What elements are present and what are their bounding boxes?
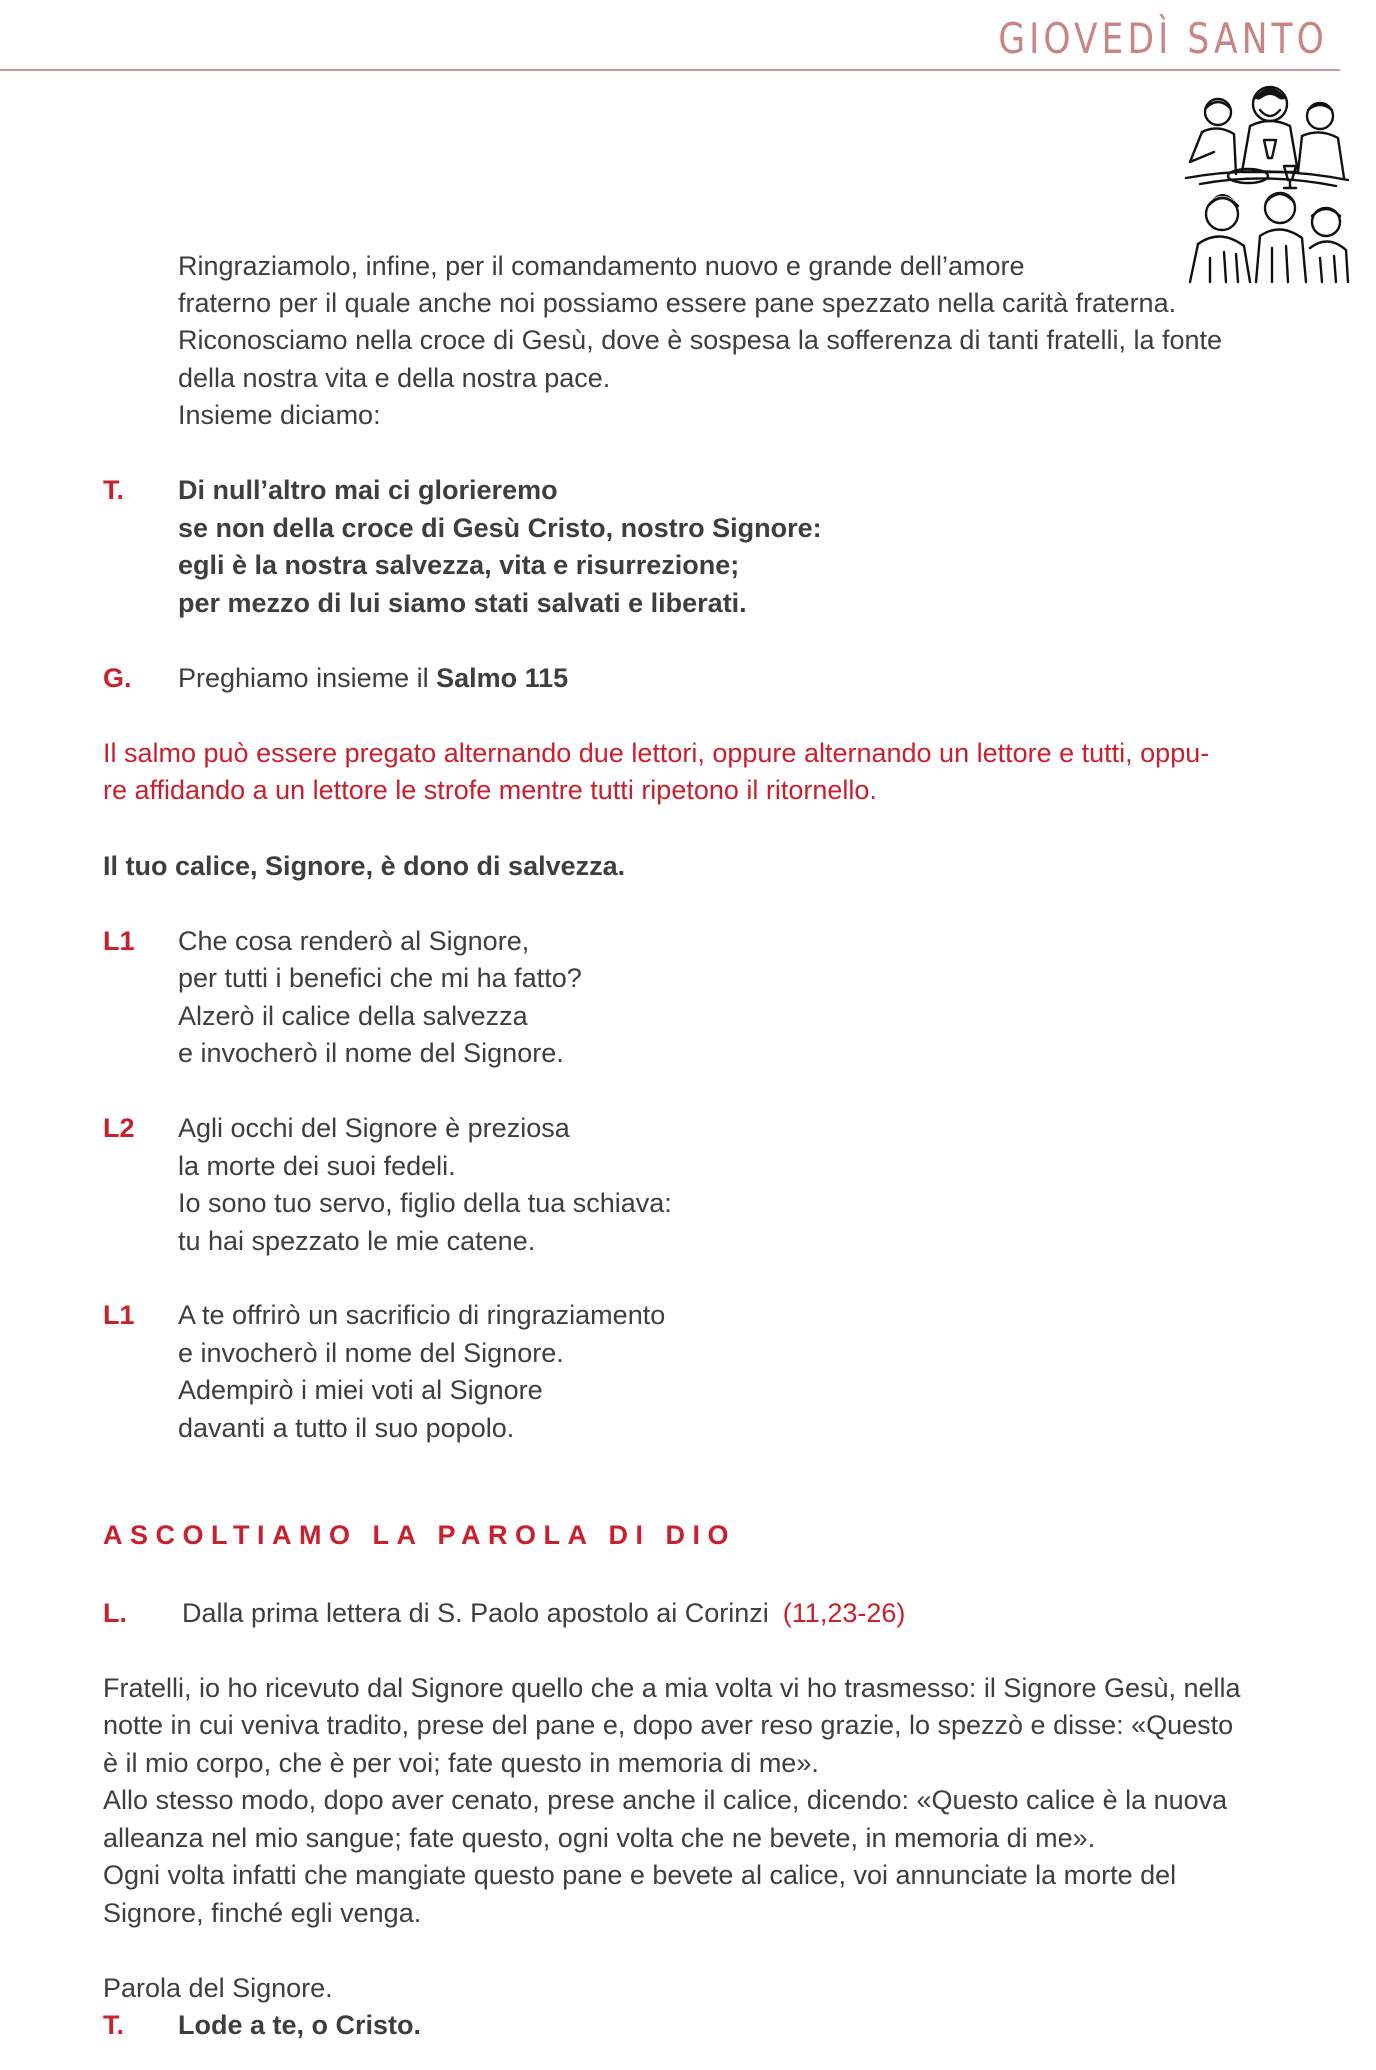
speaker-label: T.: [103, 2010, 125, 2040]
closing-response: Lode a te, o Cristo.: [178, 2010, 422, 2040]
stanza-line: Che cosa renderò al Signore,: [178, 926, 530, 956]
stanza-line: e invocherò il nome del Signore.: [178, 1038, 564, 1068]
reading-line: è il mio corpo, che è per voi; fate questo in memoria di me».: [103, 1748, 819, 1778]
speaker-label: L1: [103, 1300, 135, 1330]
closing-acclamation: Parola del Signore.: [103, 1973, 333, 2003]
reading-source-text: Dalla prima lettera di S. Paolo apostolo ai Corinzi: [182, 1598, 769, 1628]
page-header-title: GIOVEDÌ SANTO: [998, 14, 1328, 63]
speaker-label: L.: [103, 1598, 127, 1628]
reading-line: alleanza nel mio sangue; fate questo, ogni volta che ne bevete, in memoria di me».: [103, 1823, 1096, 1853]
stanza-line: Alzerò il calice della salvezza: [178, 1001, 528, 1031]
stanza-line: Io sono tuo servo, figlio della tua schiava:: [178, 1188, 672, 1218]
response-line: egli è la nostra salvezza, vita e risurrezione;: [178, 550, 740, 580]
intro-line: Ringraziamolo, infine, per il comandamento nuovo e grande dell’amore: [178, 251, 1025, 281]
response-line: per mezzo di lui siamo stati salvati e liberati.: [178, 588, 747, 618]
speaker-label: T.: [103, 475, 125, 505]
psalm-refrain: Il tuo calice, Signore, è dono di salvezza.: [103, 851, 626, 881]
rubric-line: re affidando a un lettore le strofe mentre tutti ripetono il ritornello.: [103, 775, 877, 805]
psalm-title: Salmo 115: [436, 663, 569, 693]
header-rule: [0, 69, 1340, 71]
stanza-line: per tutti i benefici che mi ha fatto?: [178, 963, 582, 993]
rubric-line: Il salmo può essere pregato alternando due lettori, oppure alternando un lettore e tutti, oppu-: [103, 738, 1210, 768]
stanza-line: tu hai spezzato le mie catene.: [178, 1226, 536, 1256]
intro-line: fraterno per il quale anche noi possiamo essere pane spezzato nella carità fraterna.: [178, 288, 1177, 318]
stanza-line: A te offrirò un sacrificio di ringraziamento: [178, 1300, 666, 1330]
speaker-label: L2: [103, 1113, 135, 1143]
response-line: se non della croce di Gesù Cristo, nostro Signore:: [178, 513, 822, 543]
reading-reference: (11,23-26): [782, 1598, 906, 1628]
stanza-line: e invocherò il nome del Signore.: [178, 1338, 564, 1368]
reading-line: Allo stesso modo, dopo aver cenato, prese anche il calice, dicendo: «Questo calice è la nuova: [103, 1785, 1228, 1815]
reading-line: Signore, finché egli venga.: [103, 1898, 422, 1928]
stanza-line: la morte dei suoi fedeli.: [178, 1151, 456, 1181]
reading-line: Fratelli, io ho ricevuto dal Signore quello che a mia volta vi ho trasmesso: il Signore Gesù, nella: [103, 1673, 1241, 1703]
stanza-line: Adempirò i miei voti al Signore: [178, 1375, 543, 1405]
reading-line: Ogni volta infatti che mangiate questo pane e bevete al calice, voi annunciate la morte del: [103, 1860, 1177, 1890]
response-line: Di null’altro mai ci glorieremo: [178, 475, 558, 505]
intro-line: Riconosciamo nella croce di Gesù, dove è sospesa la sofferenza di tanti fratelli, la fonte: [178, 325, 1223, 355]
stanza-line: Agli occhi del Signore è preziosa: [178, 1113, 570, 1143]
intro-line: Insieme diciamo:: [178, 400, 381, 430]
guide-text: [178, 660, 568, 698]
section-heading: ASCOLTIAMO LA PAROLA DI DIO: [103, 1520, 736, 1550]
reading-source-line: [182, 1595, 905, 1633]
guide-text-plain: Preghiamo insieme il: [178, 663, 437, 693]
reading-line: notte in cui veniva tradito, prese del pane e, dopo aver reso grazie, lo spezzò e disse: «Questo: [103, 1710, 1234, 1740]
intro-line: della nostra vita e della nostra pace.: [178, 363, 611, 393]
speaker-label: G.: [103, 663, 132, 693]
last-supper-illustration: [1180, 82, 1350, 292]
stanza-line: davanti a tutto il suo popolo.: [178, 1413, 515, 1443]
speaker-label: L1: [103, 926, 135, 956]
